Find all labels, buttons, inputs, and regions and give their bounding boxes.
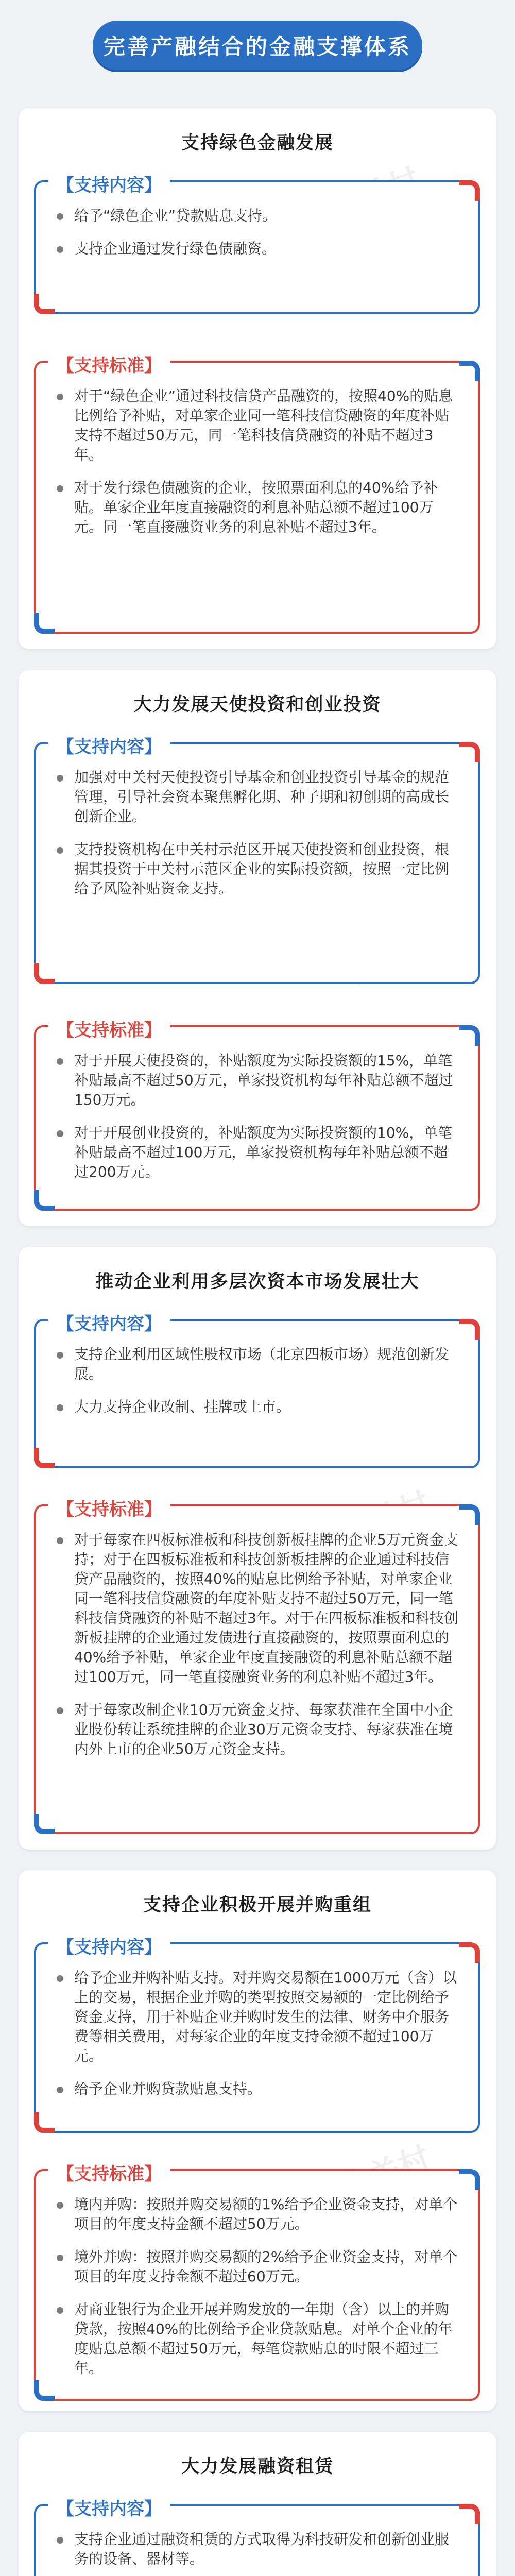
standard-label: 【支持标准】: [48, 2158, 170, 2187]
list-item: 给予“绿色企业”贷款贴息支持。: [57, 206, 459, 226]
list-item: 支持企业通过发行绿色债融资。: [57, 239, 459, 259]
section-title: 支持企业积极开展并购重组: [143, 1895, 372, 1916]
standard-box: [34, 1020, 480, 1211]
section-angel-investment: [19, 670, 496, 1226]
content-box: [34, 175, 480, 314]
standard-label: 【支持标准】: [48, 349, 170, 379]
list-item: 境外并购：按照并购交易额的2%给予企业资金支持，对单个项目的年度支持金额不超过60万元。: [57, 2247, 459, 2286]
list-item: 给予企业并购贷款贴息支持。: [57, 2079, 459, 2099]
list-item: 支持投资机构在中关村示范区开展天使投资和创业投资，根据其投资于中关村示范区企业的实际投资额，按照一定比例给予风险补贴资金支持。: [57, 840, 459, 899]
standard-label: 【支持标准】: [48, 1014, 170, 1043]
list-item: 对于“绿色企业”通过科技信贷产品融资的，按照40%的贴息比例给予补贴，对单家企业同一笔科技信贷融资的年度补贴支持不超过50万元，同一笔科技信贷融资的补贴不超过3年。: [57, 386, 459, 465]
list-item: 支持企业利用区域性股权市场（北京四板市场）规范创新发展。: [57, 1345, 459, 1384]
list-item: 对于开展天使投资的，补贴额度为实际投资额的15%，单笔补贴最高不超过50万元，单家投资机构每年补贴总额不超过150万元。: [57, 1051, 459, 1110]
standard-list: [36, 2171, 478, 2394]
list-item: 对于开展创业投资的，补贴额度为实际投资额的10%，单笔补贴最高不超过100万元，单家投资机构每年补贴总额不超过200万元。: [57, 1123, 459, 1182]
list-item: 支持企业通过融资租赁的方式取得为科技研发和创新创业服务的设备、器材等。: [57, 2530, 459, 2569]
content-box: [34, 2499, 480, 2576]
content-label: 【支持内容】: [48, 2493, 170, 2522]
content-label: 【支持内容】: [48, 1308, 170, 1337]
content-label: 【支持内容】: [48, 169, 170, 198]
content-box: [34, 737, 480, 984]
standard-list: [36, 363, 478, 552]
list-item: 给予企业并购补贴支持。对并购交易额在1000万元（含）以上的交易，根据企业并购的类型按照交易额的一定比例给予资金支持，用于补贴企业并购时发生的法律、财务中介服务费等相关费用，对每家企业的年度支持金额不超过100万元。: [57, 1968, 459, 2066]
standard-box: [34, 355, 480, 634]
list-item: 境内并购：按照并购交易额的1%给予企业资金支持，对单个项目的年度支持金额不超过50万元。: [57, 2195, 459, 2234]
content-label: 【支持内容】: [48, 1931, 170, 1960]
section-title: 支持绿色金融发展: [181, 133, 334, 154]
list-item: 加强对中关村天使投资引导基金和创业投资引导基金的规范管理，引导社会资本聚焦孵化期、种子期和初创期的高成长创新企业。: [57, 768, 459, 826]
list-item: 对商业银行为企业开展并购发放的一年期（含）以上的并购贷款，按照40%的比例给予企业贷款贴息。对单个企业的年度贴息总额不超过50万元，每笔贷款贴息的时限不超过三年。: [57, 2300, 459, 2378]
content-box: [34, 1937, 480, 2133]
section-title: 大力发展天使投资和创业投资: [133, 694, 382, 715]
section-finance-lease: [19, 2432, 496, 2576]
standard-box: [34, 2164, 480, 2401]
standard-box: [34, 1499, 480, 1834]
content-list: [36, 1321, 478, 1432]
list-item: 大力支持企业改制、挂牌或上市。: [57, 1397, 459, 1417]
list-item: 对于每家在四板标准板和科技创新板挂牌的企业5万元资金支持；对于在四板标准板和科技创新板挂牌的企业通过科技信贷产品融资的，按照40%的贴息比例给予补贴，对单家企业同一笔科技信贷融资的年度补贴支持不超过50万元，同一笔科技信贷融资的补贴不超过3年。对于在四板标准板和科技创新板挂牌的企业通过发债进行直接融资的，按照票面利息的40%给予补贴，单家企业年度直接融资的利息补贴总额不超过100万元，同一笔直接融资业务的利息补贴不超过3年。: [57, 1530, 459, 1687]
page-banner: 完善产融结合的金融支撑体系: [93, 21, 422, 70]
section-capital-market: [19, 1247, 496, 1850]
standard-label: 【支持标准】: [48, 1493, 170, 1522]
content-label: 【支持内容】: [48, 731, 170, 760]
standard-list: [36, 1027, 478, 1197]
section-green-finance: [19, 108, 496, 649]
content-box: [34, 1314, 480, 1468]
content-list: [36, 1944, 478, 2114]
section-title: 大力发展融资租赁: [181, 2456, 334, 2477]
list-item: 对于发行绿色债融资的企业，按照票面利息的40%给予补贴。单家企业年度直接融资的利息补贴总额不超过100万元。同一笔直接融资业务的利息补贴不超过3年。: [57, 478, 459, 537]
section-title: 推动企业利用多层次资本市场发展壮大: [95, 1272, 420, 1292]
standard-list: [36, 1506, 478, 1774]
section-mergers: [19, 1870, 496, 2411]
list-item: 对于每家改制企业10万元资金支持、每家获准在全国中小企业股份转让系统挂牌的企业30万元资金支持、每家获准在境内外上市的企业50万元资金支持。: [57, 1700, 459, 1759]
content-list: [36, 744, 478, 914]
